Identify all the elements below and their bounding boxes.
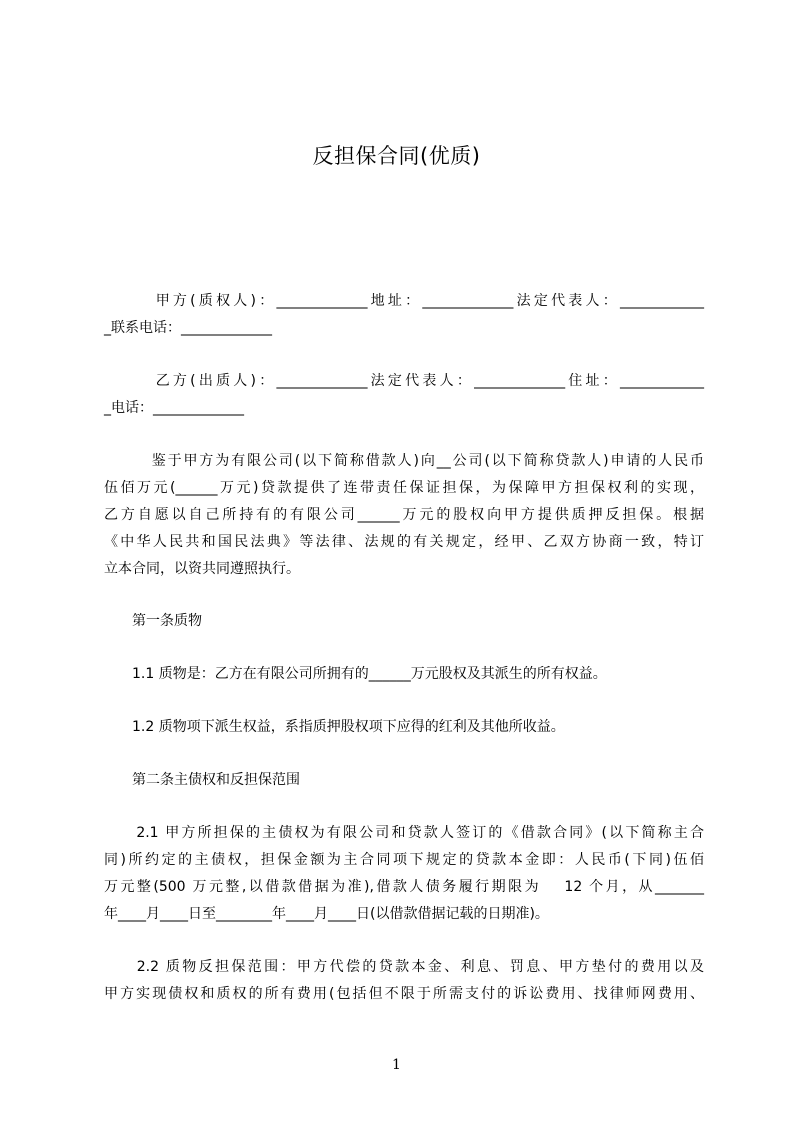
clause-2-1-line: 2.1 甲方所担保的主债权为有限公司和贷款人签订的《借款合同》(以下简称主合 xyxy=(104,825,704,841)
preamble-line: 立本合同，以资共同遵照执行。 xyxy=(104,561,300,577)
article-1-heading: 第一条质物 xyxy=(104,613,202,629)
document-title: 反担保合同(优质) xyxy=(312,144,481,168)
clause-2-1-line: 同)所约定的主债权，担保金额为主合同项下规定的贷款本金即：人民币(下同)伍佰 xyxy=(104,852,704,868)
party-b-line-1: 乙方(出质人)：_____________法定代表人：_____________住址：____________ xyxy=(104,373,704,389)
preamble-line: 伍佰万元(______万元)贷款提供了连带责任保证担保，为保障甲方担保权利的实现， xyxy=(104,480,704,496)
clause-2-1-line: 年____月____日至________年____月____日(以借款借据记载的日期准)。 xyxy=(104,906,549,922)
party-a-line-2: _联系电话：_____________ xyxy=(104,320,272,336)
clause-2-2-line: 2.2 质物反担保范围：甲方代偿的贷款本金、利息、罚息、甲方垫付的费用以及 xyxy=(104,959,704,975)
party-b-line-2: _电话：_____________ xyxy=(104,400,244,416)
preamble-line: 乙方自愿以自己所持有的有限公司______万元的股权向甲方提供质押反担保。根据 xyxy=(104,507,704,523)
clause-1-1: 1.1 质物是：乙方在有限公司所拥有的______万元股权及其派生的所有权益。 xyxy=(104,666,607,682)
preamble-line: 鉴于甲方为有限公司(以下简称借款人)向__公司(以下简称贷款人)申请的人民币 xyxy=(104,453,704,469)
article-2-heading: 第二条主债权和反担保范围 xyxy=(104,772,300,788)
page-number: 1 xyxy=(392,1057,401,1073)
party-a-line-1: 甲方(质权人)：_____________地址：_____________法定代表人：____________ xyxy=(104,293,704,309)
clause-1-2: 1.2 质物项下派生权益，系指质押股权项下应得的红利及其他所收益。 xyxy=(104,719,565,735)
clause-2-2-line: 甲方实现债权和质权的所有费用(包括但不限于所需支付的诉讼费用、找律师网费用、 xyxy=(104,986,704,1002)
clause-2-1-line: 万元整(500 万元整,以借款借据为准),借款人债务履行期限为 12 个月，从_______ xyxy=(104,879,704,895)
preamble-line: 《中华人民共和国民法典》等法律、法规的有关规定，经甲、乙双方协商一致，特订 xyxy=(104,534,704,550)
